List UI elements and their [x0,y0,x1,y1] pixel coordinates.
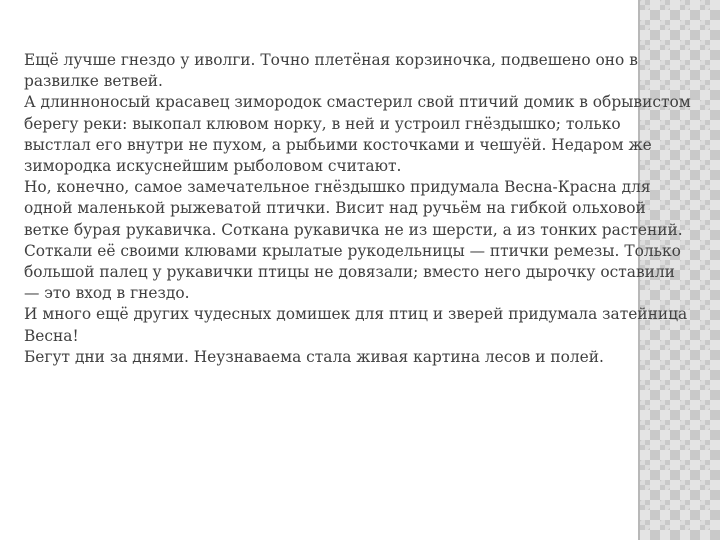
slide-body-text [24,50,692,368]
paragraph-days-pass: Бегут дни за днями. Неузнаваема стала живая картина лесов и полей. [24,347,604,366]
paragraph-spring-houses: И много ещё других чудесных домишек для птиц и зверей придумала затейница Весна! [24,305,688,345]
paragraph-penduline-tit: Но, конечно, самое замечательное гнёздышко придумала Весна-Красна для одной маленькой рыжеватой птички. Висит над ручьём на гибкой ольховой ветке бурая рукавичка. Соткана рукавичка не из шерсти, а из тонких растений. Соткали её своими клювами крылатые рукодельницы — птички ремезы. Только большой палец у рукавички птицы не довязали; вместо него дырочку оставили — это вход в гнездо. [24,178,683,303]
paragraph-oriole: Ещё лучше гнездо у иволги. Точно плетёная корзиночка, подвешено оно в развилке ветвей. [24,51,638,91]
paragraph-kingfisher: А длинноносый красавец зимородок смастерил свой птичий домик в обрывистом берегу реки: выкопал клювом норку, в ней и устроил гнёздышко; только выстлал его внутри не пухом, а рыбьими косточками и чешуёй. Недаром же зимородка искуснейшим рыболовом считают. [24,93,691,176]
